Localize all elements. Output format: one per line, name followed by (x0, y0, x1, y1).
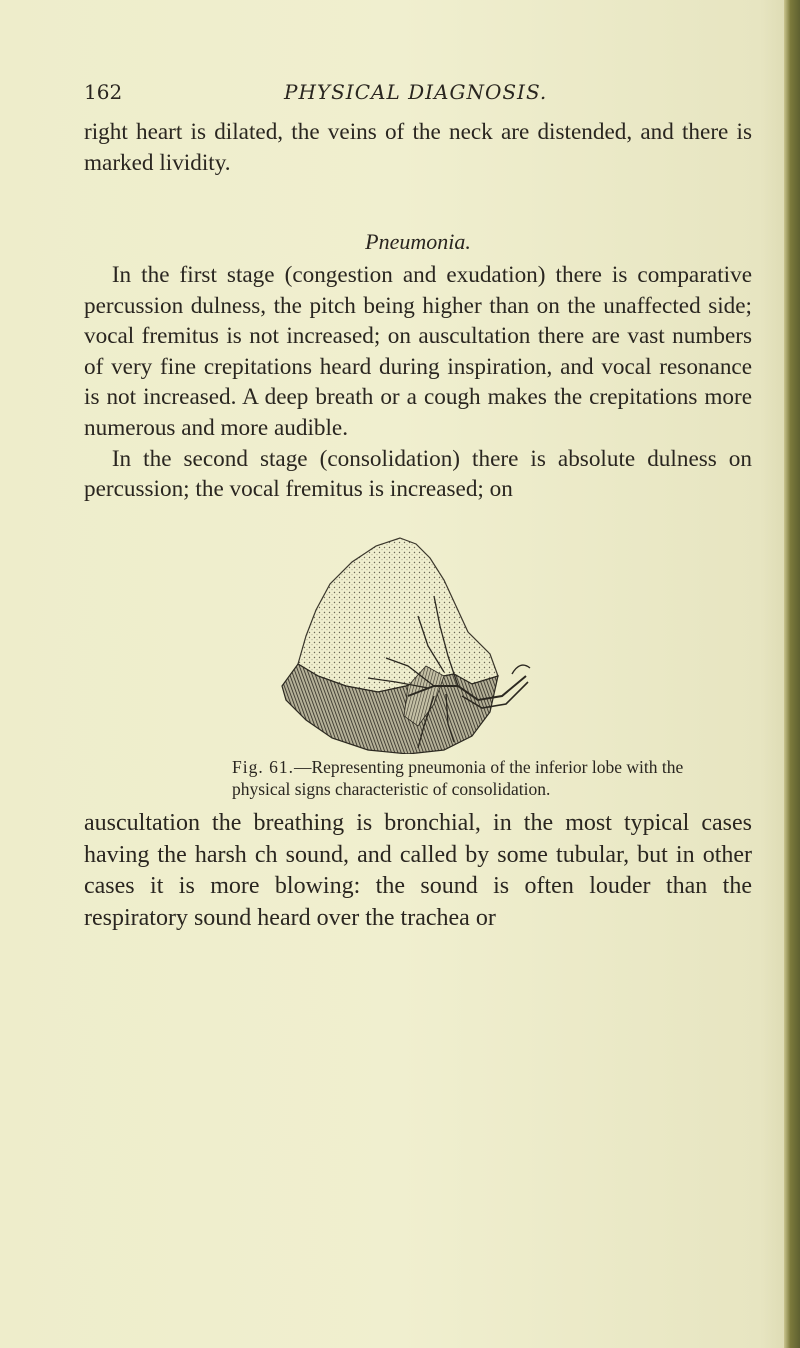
running-title: PHYSICAL DIAGNOSIS. (284, 80, 548, 104)
paragraph-text: auscultation the breathing is bronchial, in the most typical cases having the harsh ch sound, and called by some tubular, but in other cases it is more blowing: the sound is often louder than the respiratory sound heard over the trachea or (84, 810, 752, 931)
upper-lobe (298, 538, 498, 692)
figure-caption (232, 756, 732, 800)
page-edge (784, 0, 800, 1348)
paragraph-continuation (84, 117, 752, 178)
paragraph-second-stage: In the second stage (consolidation) there is absolute dulness on percussion; the vocal fremitus is increased; on (84, 445, 752, 503)
section-body (84, 260, 752, 505)
figure-caption-text: —Representing pneumonia of the inferior lobe with the physical signs characteristic of consolidation. (232, 757, 684, 799)
paragraph-first-stage: In the first stage (congestion and exudation) there is comparative percussion dulness, the pitch being higher than on the unaffected side; vocal fremitus is not increased; on auscultation there are vast numbers of very fine crepitations heard during inspiration, and vocal resonance is not increased. A deep breath or a cough makes the crepitations more numerous and more audible. (84, 262, 752, 441)
page-header (84, 80, 744, 110)
paragraph-text: right heart is dilated, the veins of the neck are distended, and there is marked lividity. (84, 119, 752, 176)
lung-illustration (258, 536, 548, 754)
figure-label: Fig. 61. (232, 757, 294, 777)
vessel-loop (512, 665, 530, 674)
lung-drawing (258, 536, 548, 754)
page-number: 162 (84, 80, 123, 104)
paragraph-after-figure (84, 808, 752, 934)
section-heading: Pneumonia. (365, 229, 471, 254)
